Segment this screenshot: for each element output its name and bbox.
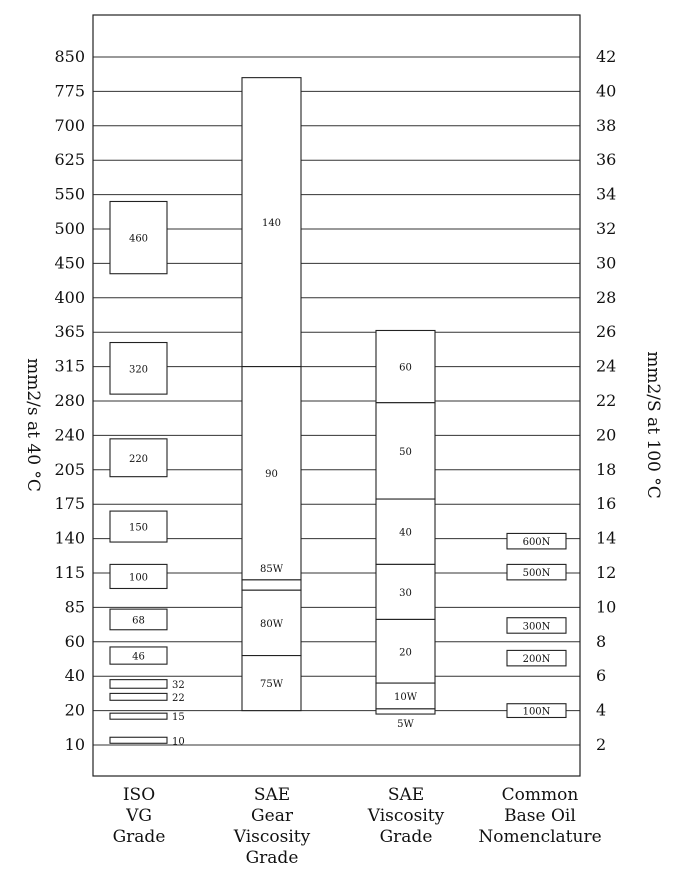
grade-label: 5W (397, 719, 414, 731)
left-tick-label: 20 (64, 700, 85, 720)
left-tick-label: 115 (54, 563, 85, 582)
category-labels (113, 785, 602, 868)
category-label-line: VG (126, 806, 152, 826)
grade-label: 460 (128, 233, 149, 245)
right-tick-label: 40 (596, 81, 617, 101)
left-tick-label: 175 (54, 494, 85, 514)
grade-label: 20 (399, 647, 412, 659)
right-tick-label: 36 (596, 150, 617, 170)
grade-label: 220 (128, 453, 149, 465)
left-tick-label: 85 (64, 597, 85, 617)
right-tick-label: 30 (596, 253, 617, 273)
left-tick-label: 365 (54, 322, 85, 342)
category-label-line: Viscosity (233, 827, 311, 847)
left-tick-label: 500 (54, 219, 85, 238)
grade-label: 100 (128, 572, 149, 584)
category-label-line: Common (501, 785, 579, 805)
right-tick-label: 14 (596, 528, 617, 548)
right-tick-label: 4 (596, 700, 607, 720)
grade-box-iso-10 (110, 737, 167, 743)
right-tick-label: 8 (596, 631, 607, 651)
left-tick-label: 60 (64, 631, 85, 651)
category-label-line: Grade (379, 827, 433, 847)
left-tick-label: 140 (54, 528, 85, 548)
right-tick-label: 10 (596, 597, 617, 617)
right-tick-label: 2 (596, 735, 607, 754)
series-sae (376, 330, 435, 730)
grade-label: 75W (259, 679, 284, 691)
left-tick-label: 205 (54, 459, 85, 479)
right-tick-label: 32 (596, 219, 617, 238)
left-tick-label: 700 (54, 115, 85, 135)
grade-label: 320 (128, 364, 149, 376)
left-tick-label: 625 (54, 150, 85, 170)
grade-box-gear-85W (242, 580, 301, 590)
left-tick-label: 400 (54, 287, 85, 307)
left-tick-label: 10 (64, 735, 85, 754)
category-iso (113, 785, 166, 847)
grade-box-iso-32 (110, 680, 167, 689)
grade-label: 40 (399, 527, 412, 539)
grade-label: 10W (393, 691, 418, 703)
grade-label: 32 (172, 679, 185, 691)
grade-label: 80W (259, 618, 284, 630)
left-tick-label: 850 (54, 47, 85, 66)
right-tick-label: 22 (596, 391, 617, 410)
left-tick-label: 40 (64, 666, 85, 686)
grade-label: 50 (399, 446, 412, 458)
right-tick-label: 24 (596, 356, 617, 376)
grade-label: 30 (399, 587, 412, 599)
category-base (478, 785, 601, 847)
right-tick-label: 20 (596, 425, 617, 445)
grade-box-iso-22 (110, 693, 167, 700)
left-tick-label: 550 (54, 184, 85, 204)
right-tick-label: 38 (596, 115, 617, 135)
grade-label: 300N (522, 621, 551, 633)
category-label-line: Nomenclature (478, 827, 602, 847)
series-base (507, 533, 566, 717)
grade-label: 85W (259, 563, 284, 575)
grade-box-sae-5W (376, 709, 435, 714)
left-tick-label: 240 (54, 425, 85, 445)
category-label-line: SAE (253, 785, 291, 805)
left-tick-label: 450 (54, 253, 85, 273)
series-iso (110, 201, 185, 747)
grade-label: 90 (265, 469, 278, 481)
right-axis-ticks (596, 47, 616, 754)
series-gear (242, 78, 301, 711)
grade-label: 68 (132, 615, 145, 627)
right-tick-label: 12 (596, 563, 617, 582)
grade-label: 600N (522, 537, 551, 549)
category-label-line: Grade (245, 848, 299, 868)
category-sae (367, 785, 445, 847)
grade-box-iso-15 (110, 713, 167, 719)
right-tick-label: 26 (596, 322, 617, 342)
right-tick-label: 6 (596, 666, 607, 686)
grade-label: 100N (522, 706, 551, 718)
grade-label: 22 (172, 692, 185, 704)
left-tick-label: 315 (54, 356, 85, 376)
right-tick-label: 42 (596, 47, 617, 66)
right-tick-label: 16 (596, 494, 617, 514)
right-tick-label: 28 (596, 287, 617, 307)
grade-label: 500N (522, 568, 551, 580)
gridlines (93, 57, 580, 748)
right-tick-label: 18 (596, 459, 617, 479)
category-label-line: Gear (251, 806, 293, 826)
grade-label: 200N (522, 654, 551, 666)
grade-label: 150 (128, 522, 149, 534)
grade-label: 140 (261, 218, 282, 230)
left-tick-label: 280 (54, 391, 85, 410)
grade-label: 46 (132, 651, 145, 663)
grade-label: 10 (172, 736, 185, 748)
right-axis-label: mm2/S at 100 °C (643, 351, 663, 499)
left-tick-label: 775 (54, 81, 85, 101)
category-gear (233, 785, 311, 868)
right-tick-label: 34 (596, 184, 617, 204)
grade-label: 15 (172, 712, 185, 724)
category-label-line: ISO (122, 785, 156, 805)
grade-label: 60 (399, 362, 412, 374)
left-axis-label: mm2/s at 40 °C (23, 358, 43, 492)
category-label-line: Viscosity (367, 806, 445, 826)
category-label-line: Grade (112, 827, 166, 847)
left-axis-ticks (54, 47, 85, 754)
category-label-line: Base Oil (504, 806, 576, 826)
grade-boxes (110, 78, 566, 748)
category-label-line: SAE (387, 785, 425, 805)
